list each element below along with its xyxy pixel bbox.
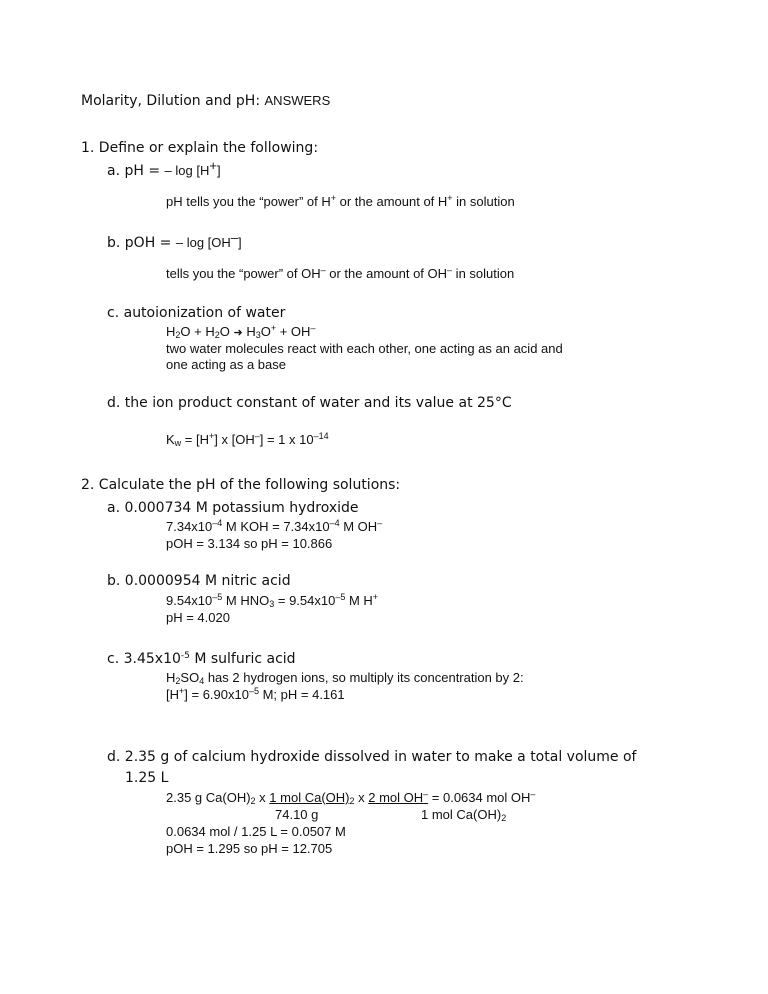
q1d-answer: $K_w = [H^+]$ x [OH–] = 1 x $10^{-14}$: [166, 431, 329, 448]
question-2-prompt: 2. Calculate the pH of the following solutions:: [81, 477, 401, 493]
q2d-answer-line-1: 2.35 g $Ca(OH)_2$ x 1 mol $Ca(OH)_2$ x 2 mol OH– = 0.0634 mol OH–: [166, 789, 536, 806]
q1a-term: a. pH = – log [H+]: [107, 158, 221, 179]
q2d-denominator-2: 1 mol $Ca(OH)_2$: [421, 807, 507, 823]
q2d-denominator-1: 74.10 g: [275, 807, 319, 822]
q1c-term: c. autoionization of water: [107, 305, 286, 321]
q1d-term: d. the ion product constant of water and its value at 25°C: [107, 395, 512, 411]
title-answers: ANSWERS: [264, 93, 331, 108]
arrow-icon: ➜: [233, 327, 243, 339]
q2a-answer-line-1: $7.34x10^{-4}$ M KOH = $7.34x10^{-4}$ M OH–: [166, 518, 383, 534]
q1c-equation: $H_2O + H_2O$ ➜ $H_3O^+ + OH^-$: [166, 323, 316, 340]
q2b-answer-line-1: $9.54x10^{-5}$ M $HNO_3 = 9.54x10^{-5}$ M H+: [166, 592, 379, 609]
q1a-answer: pH tells you the “power” of H+ or the amount of H+ in solution: [166, 193, 515, 209]
q2d-term-line-2: 1.25 L: [125, 770, 169, 786]
q2a-term: a. 0.000734 M potassium hydroxide: [107, 500, 359, 516]
q1c-answer-line-2: one acting as a base: [166, 357, 286, 372]
q1b-answer: tells you the “power” of OH– or the amount of OH– in solution: [166, 265, 515, 281]
q2d-answer-line-4: pOH = 1.295 so pH = 12.705: [166, 841, 333, 856]
q2d-answer-line-3: 0.0634 mol / 1.25 L = 0.0507 M: [166, 824, 346, 839]
q2b-answer-line-2: pH = 4.020: [166, 610, 230, 625]
q2b-term: b. 0.0000954 M nitric acid: [107, 573, 291, 589]
q2d-term-line-1: d. 2.35 g of calcium hydroxide dissolved in water to make a total volume of: [107, 749, 637, 765]
q1c-answer-line-1: two water molecules react with each other, one acting as an acid and: [166, 341, 563, 356]
q2c-answer-line-2: $[H^+] = 6.90x10^{-5}$ M; pH = 4.161: [166, 686, 345, 702]
question-1-prompt: 1. Define or explain the following:: [81, 140, 319, 156]
q2c-answer-line-1: $H_2SO_4$ has 2 hydrogen ions, so multiply its concentration by 2:: [166, 670, 524, 686]
title-main: Molarity, Dilution and pH:: [81, 93, 261, 109]
q1b-term: b. pOH = – log [OH–]: [107, 230, 242, 251]
q2a-answer-line-2: pOH = 3.134 so pH = 10.866: [166, 536, 333, 551]
q2c-term: c. $3.45x10^{-5}$ M sulfuric acid: [107, 651, 296, 667]
page-title: [81, 93, 330, 109]
